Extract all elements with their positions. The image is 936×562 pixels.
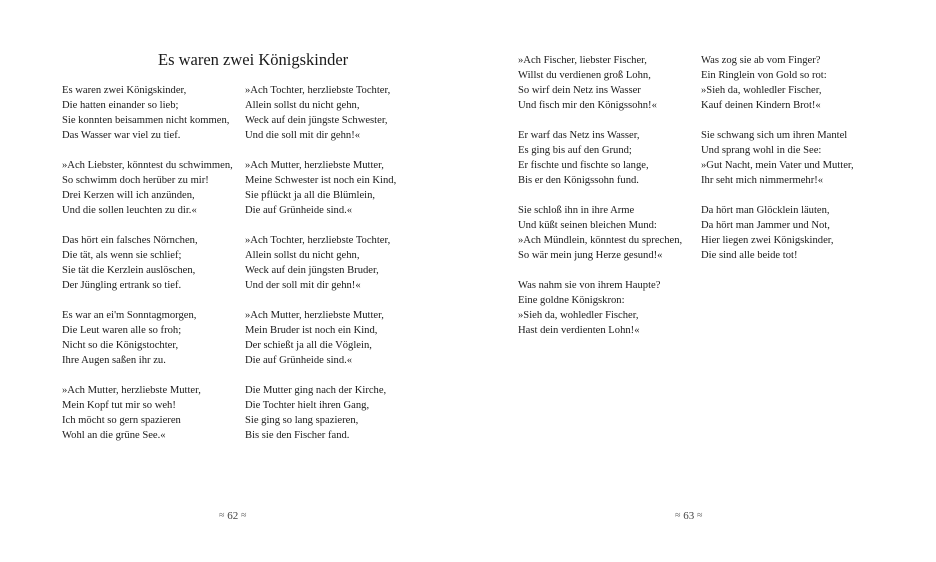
verse-line: »Ach Liebster, könntest du schwimmen,	[62, 160, 233, 171]
left-column-1	[62, 83, 233, 458]
verse-line: Die Mutter ging nach der Kirche,	[245, 385, 387, 396]
ornament-icon: ≈	[697, 510, 703, 521]
verse-line: Und die soll mit dir gehn!«	[245, 130, 361, 141]
verse-line: Es waren zwei Königskinder,	[62, 85, 187, 96]
verse-line: Und küßt seinen bleichen Mund:	[518, 220, 657, 231]
verse-line: Die Tochter hielt ihren Gang,	[245, 400, 370, 411]
verse-line: Hier liegen zwei Königskinder,	[701, 235, 834, 246]
verse-line: »Sieh da, wohledler Fischer,	[701, 85, 822, 96]
ornament-icon: ≈	[675, 510, 681, 521]
verse-line: Er fischte und fischte so lange,	[518, 160, 649, 171]
verse-line: Die hatten einander so lieb;	[62, 100, 179, 111]
verse-line: Und sprang wohl in die See:	[701, 145, 822, 156]
verse-line: Ihr seht mich nimmermehr!«	[701, 175, 824, 186]
right-column-1	[518, 53, 682, 353]
stanza	[62, 308, 233, 368]
stanza	[62, 83, 233, 143]
stanza	[245, 83, 396, 143]
verse-line: Und die sollen leuchten zu dir.«	[62, 205, 197, 216]
verse-line: Mein Kopf tut mir so weh!	[62, 400, 176, 411]
verse-line: Die auf Grünheide sind.«	[245, 205, 353, 216]
stanza	[62, 383, 233, 443]
verse-line: Das hört ein falsches Nörnchen,	[62, 235, 198, 246]
right-page	[468, 0, 936, 562]
left-column-2	[245, 83, 396, 458]
verse-line: Nicht so die Königstochter,	[62, 340, 179, 351]
verse-line: Der schießt ja all die Vöglein,	[245, 340, 372, 351]
page-number-text: 63	[683, 510, 695, 522]
verse-line: So wirf dein Netz ins Wasser	[518, 85, 641, 96]
verse-line: Was nahm sie von ihrem Haupte?	[518, 280, 661, 291]
stanza	[518, 128, 682, 188]
stanza	[518, 53, 682, 113]
verse-line: Weck auf dein jüngsten Bruder,	[245, 265, 379, 276]
verse-line: Und der soll mit dir gehn!«	[245, 280, 361, 291]
verse-line: Die tät, als wenn sie schlief;	[62, 250, 182, 261]
verse-line: Eine goldne Königskron:	[518, 295, 625, 306]
verse-line: Bis sie den Fischer fand.	[245, 430, 350, 441]
verse-line: Allein sollst du nicht gehn,	[245, 100, 360, 111]
verse-line: »Ach Mutter, herzliebste Mutter,	[245, 160, 384, 171]
verse-line: Willst du verdienen groß Lohn,	[518, 70, 651, 81]
verse-line: Die Leut waren alle so froh;	[62, 325, 182, 336]
verse-line: »Ach Mutter, herzliebste Mutter,	[62, 385, 201, 396]
verse-line: Da hört man Glöcklein läuten,	[701, 205, 830, 216]
verse-line: Es ging bis auf den Grund;	[518, 145, 632, 156]
poem-title: Es waren zwei Königskinder	[158, 50, 349, 69]
stanza	[245, 233, 396, 293]
verse-line: Sie ging so lang spazieren,	[245, 415, 359, 426]
verse-line: Weck auf dein jüngste Schwester,	[245, 115, 388, 126]
verse-line: Ein Ringlein von Gold so rot:	[701, 70, 827, 81]
stanza	[62, 158, 233, 218]
verse-line: Sie schwang sich um ihren Mantel	[701, 130, 848, 141]
verse-line: Er warf das Netz ins Wasser,	[518, 130, 640, 141]
verse-line: Kauf deinen Kindern Brot!«	[701, 100, 821, 111]
verse-line: Und fisch mir den Königssohn!«	[518, 100, 657, 111]
verse-line: Das Wasser war viel zu tief.	[62, 130, 181, 141]
verse-line: »Sieh da, wohledler Fischer,	[518, 310, 639, 321]
verse-line: Was zog sie ab vom Finger?	[701, 55, 821, 66]
verse-line: Da hört man Jammer und Not,	[701, 220, 830, 231]
verse-line: Wohl an die grüne See.«	[62, 430, 166, 441]
verse-line: Die sind alle beide tot!	[701, 250, 798, 261]
verse-line: Mein Bruder ist noch ein Kind,	[245, 325, 378, 336]
stanza	[245, 158, 396, 218]
verse-line: Sie schloß ihn in ihre Arme	[518, 205, 635, 216]
verse-line: Ich möcht so gern spazieren	[62, 415, 181, 426]
verse-line: »Ach Tochter, herzliebste Tochter,	[245, 85, 391, 96]
verse-line: »Ach Tochter, herzliebste Tochter,	[245, 235, 391, 246]
ornament-icon: ≈	[219, 510, 225, 521]
verse-line: Drei Kerzen will ich anzünden,	[62, 190, 195, 201]
verse-line: Bis er den Königssohn fund.	[518, 175, 639, 186]
verse-line: »Ach Mutter, herzliebste Mutter,	[245, 310, 384, 321]
ornament-icon: ≈	[241, 510, 247, 521]
stanza	[62, 233, 233, 293]
page-number-left	[219, 510, 247, 522]
page-number-text: 62	[227, 510, 239, 522]
verse-line: Der Jüngling ertrank so tief.	[62, 280, 182, 291]
verse-line: »Gut Nacht, mein Vater und Mutter,	[701, 160, 854, 171]
verse-line: Meine Schwester ist noch ein Kind,	[245, 175, 397, 186]
verse-line: So wär mein jung Herze gesund!«	[518, 250, 663, 261]
verse-line: Die auf Grünheide sind.«	[245, 355, 353, 366]
stanza	[701, 128, 854, 188]
stanza	[245, 308, 396, 368]
right-column-2	[701, 53, 854, 278]
verse-line: Sie tät die Kerzlein auslöschen,	[62, 265, 196, 276]
verse-line: Hast dein verdienten Lohn!«	[518, 325, 640, 336]
verse-line: So schwimm doch herüber zu mir!	[62, 175, 209, 186]
stanza	[701, 53, 854, 113]
stanza	[518, 278, 682, 338]
verse-line: »Ach Mündlein, könntest du sprechen,	[518, 235, 683, 246]
verse-line: Allein sollst du nicht gehn,	[245, 250, 360, 261]
verse-line: Es war an ei'm Sonntagmorgen,	[62, 310, 197, 321]
stanza	[701, 203, 854, 263]
page-number-right	[675, 510, 703, 522]
stanza	[245, 383, 396, 443]
verse-line: Sie pflückt ja all die Blümlein,	[245, 190, 376, 201]
stanza	[518, 203, 682, 263]
verse-line: Ihre Augen saßen ihr zu.	[62, 355, 166, 366]
verse-line: Sie konnten beisammen nicht kommen,	[62, 115, 230, 126]
verse-line: »Ach Fischer, liebster Fischer,	[518, 55, 647, 66]
